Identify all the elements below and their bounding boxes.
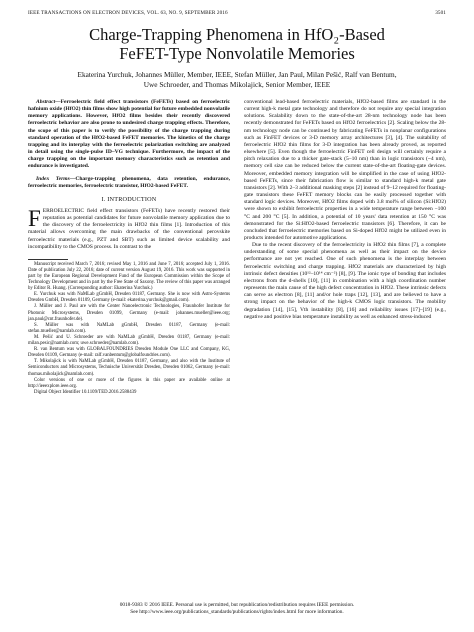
title-line-2: FeFET-Type Nonvolatile Memories xyxy=(119,44,355,63)
authors-line-1: Ekaterina Yurchuk, Johannes Müller, Member, IEEE, Stefan Müller, Jan Paul, Milan Pešić, Ralf van Bentum, xyxy=(77,70,397,79)
footnote-affiliation: S. Müller was with NaMLab gGmbH, Dresden 01187, Germany (e-mail: stefan.mueller@namlab.com). xyxy=(28,322,230,334)
footer-line-1: 0018-9383 © 2016 IEEE. Personal use is permitted, but republication/redistribution requires IEEE permission. xyxy=(119,602,355,608)
body-paragraph: conventional lead-based ferroelectric materials, HfO2-based films are standard in the current high-k metal gate technology and therefore do not require any special integration solutions. Scalability down to the state-of-the-art 28-nm technology node has been recently demonstrated for FeFETs based on HfO2 ferroelectrics [2]. Scaling below the 28-nm technology node can be continued by fabricating FeFETs in nonplanar configurations such as FinFET devices or 3-D memory array architectures [3], [4]. The suitability of ferroelectric HfO2 thin films for 3-D integration has been already proved, as reported elsewhere [5]. Even though the ferroelectric FinFET cell design will certainly require a pitch relaxation due to a thicker gate-stack (5–10 nm) than in logic transistors (~4 nm), memory cell size can be reduced below the current state-of-the-art floating-gate devices. Moreover, embedded memory integration will be simplified in the case of using HfO2-based FeFETs, since their fabrication flow is similar to standard high-k metal gate transistors [2]. With 2–3 additional masking steps [2] instead of 9–12 required for floating-gate transistors these FeFET memory blocks can be easily processed together with standard logic devices. Moreover, HfO2 films doped with 3.8 mol% of silicon (Si:HfO2) were shown to exhibit ferroelectric properties in a wide temperature range between −100 °C and 200 °C [5]. In addition, a potential of 10 years' data retention at 150 °C was demonstrated for the Si:HfO2-based ferroelectric transistors [6]. Therefore, it can be concluded that ferroelectric memories based on Si-doped HfO2 might be utilized even in products intended for automotive applications. xyxy=(244,99,446,241)
abstract-label: Abstract— xyxy=(36,99,61,105)
journal-citation: IEEE TRANSACTIONS ON ELECTRON DEVICES, VOL. 63, NO. 9, SEPTEMBER 2016 xyxy=(28,10,228,16)
footnote-affiliation: E. Yurchuk was with NaMLab gGmbH, Dresden 01187, Germany. She is now with Astro-Systems Dresden GmbH, Dresden 01109, Germany (e-mail: ekaterina.yurchuk@gmail.com). xyxy=(28,292,230,304)
index-terms-label: Index Terms— xyxy=(36,175,76,182)
footnote-affiliation: R. van Bentum was with GLOBALFOUNDRIES Dresden Module One LLC and Company, KG, Dresden 01109, Germany (e-mail: ralf.vanbentum@globalfoundries.com). xyxy=(28,347,230,359)
left-column xyxy=(28,99,230,396)
index-terms-text: Charge-trapping phenomena, data retention, endurance, ferroelectric memories, ferroelectric transistor, HfO2-based FeFET. xyxy=(28,175,230,189)
running-head xyxy=(28,10,446,17)
footnote-affiliation: J. Müller and J. Paul are with the Center Nanoelectronic Technologies, Fraunhofer Institute for Photonic Microsystems, Dresden 01099, Germany (e-mail: johannes.mueller@ieee.org; jan.paul@cnt.fraunhofer.de). xyxy=(28,304,230,322)
authors-line-2: Uwe Schroeder, and Thomas Mikolajick, Senior Member, IEEE xyxy=(143,79,331,89)
two-column-body xyxy=(28,99,446,396)
drop-cap: F xyxy=(28,207,41,231)
abstract-text: Ferroelectric field effect transistors (FeFETs) based on ferroelectric hafnium oxide (HfO2) thin films show high potential for future embedded nonvolatile memory applications. However, HfO2 films besides their recently discovered ferroelectric behavior are also prone to undesired charge trapping effects. Therefore, the scope of this paper is to verify the possibility of the charge trapping during standard operation of the HfO2-based FeFET memories. The kinetics of the charge trapping and its interplay with the ferroelectric polarization switching are analyzed in detail using the single-pulse ID–VG technique. Furthermore, the impact of the charge trapping on the important memory characteristics such as retention and endurance is investigated. xyxy=(28,99,230,170)
introduction-paragraph xyxy=(28,208,230,251)
footnote-doi: Digital Object Identifier 10.1109/TED.2016.2588439 xyxy=(34,389,137,395)
introduction-text: ERROELECTRIC field effect transistors (FeFETs) have recently restored their reputation as potential candidates for future nonvolatile memory application due to the discovery of the ferroelectricity in HfO2 thin films [1]. Introduction of this material allows overcoming the main drawbacks of the conventional perovskite ferroelectric materials (e.g., PZT and SBT) such as limited device scalability and incompatibility to the CMOS process. In contrast to the xyxy=(28,207,230,250)
section-heading-introduction: I. INTRODUCTION xyxy=(101,195,157,203)
body-paragraph: Due to the recent discovery of the ferroelectricity in HfO2 thin films [7], a complete understanding of some special phenomena as well as their impact on the device performance are not yet reached. One of such phenomena is the interplay between ferroelectric switching and charge trapping. HfO2 materials are characterized by high intrinsic defect densities (10¹²–10¹⁴ cm⁻²) [8], [9]. The ionic type of bonding that includes electrons from the d-shells [10], [11] in combination with a high coordination number represents the main cause of the high defect concentration in HfO2. These intrinsic defects can serve as electron [8], [11] and/or hole traps [12], [13], and are believed to have a strong impact on the behavior of the high-k CMOS logic transistors. The mobility degradation [14], [15], Vth instability [8], [16] and reliability issues [17]–[19] (e.g., negative and positive bias temperature instability as well as enhanced stress-induced xyxy=(244,242,446,320)
title-line-1: Charge-Trapping Phenomena in HfO₂-Based xyxy=(89,25,385,44)
footer-line-2: See http://www.ieee.org/publications_standards/publications/rights/index.html for more information. xyxy=(130,608,344,615)
page-number: 3501 xyxy=(435,10,446,16)
footnote-affiliation: T. Mikolajick is with NaMLab gGmbH, Dresden 01187, Germany, and also with the Institute of Semiconductors and Microsystems, Technische Universität Dresden, Dresden 01062, Germany (e-mail: thomas.mikolajick@namlab.com). xyxy=(28,359,230,377)
index-terms xyxy=(28,176,230,190)
footnote-divider xyxy=(28,259,68,260)
paper-title xyxy=(28,25,446,63)
copyright-footer xyxy=(28,602,446,616)
abstract xyxy=(28,99,230,171)
author-list xyxy=(28,70,446,89)
footnote-color-note: Color versions of one or more of the figures in this paper are available online at http://ieeexplore.ieee.org. xyxy=(28,377,230,389)
right-column xyxy=(244,99,446,396)
footnote-manuscript: Manuscript received March 7, 2016; revised May 1, 2016 and June 7, 2016; accepted July 1, 2016. Date of publication July 22, 2016; date of current version August 19, 2016. This work was supported in part by the European Regional Development Fund of the European Commission within the Scope of Technology Development and in part by the Free State of Saxony. The review of this paper was arranged by Editor R. Huang. (Corresponding author: Ekaterina Yurchuk.) xyxy=(28,261,230,292)
footnotes xyxy=(28,262,230,396)
footnote-affiliation: M. Pešić and U. Schroeder are with NaMLab gGmbH, Dresden 01187, Germany (e-mail: milan.pesic@namlab.com; uwe.schroeder@namlab.com). xyxy=(28,334,230,347)
